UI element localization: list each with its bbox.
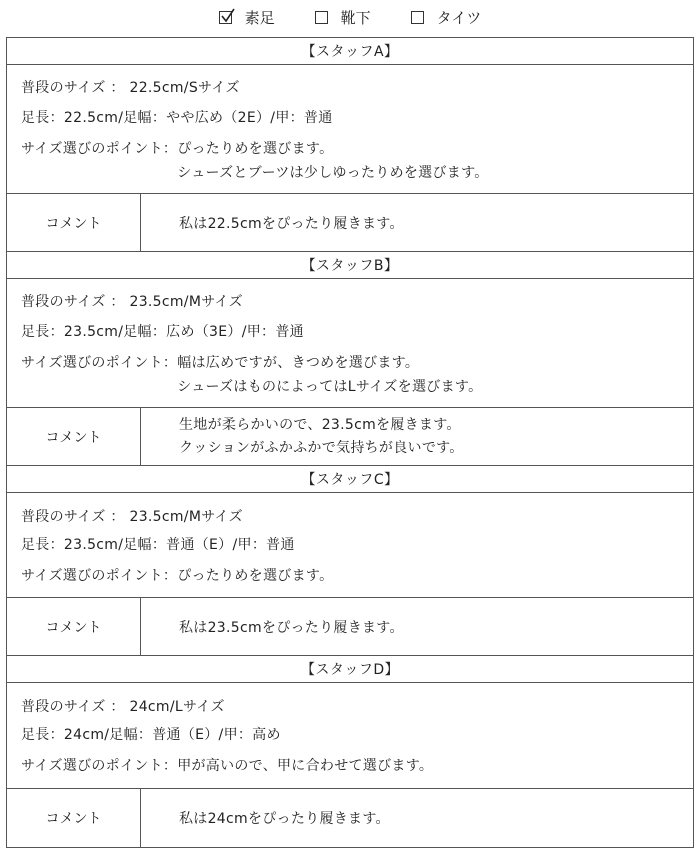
point-line: サイズ選びのポイント： 幅は広めですが、きつめを選びます。 シューズはものによってはLサイズを選びます。	[21, 355, 483, 395]
comment-row	[7, 789, 693, 847]
checkbox-checked[interactable]	[219, 11, 232, 24]
checkmark-icon	[219, 7, 237, 25]
option-bare-feet[interactable]	[219, 7, 275, 28]
option-label: 素足	[244, 8, 275, 27]
usual-size-line: 普段のサイズ ： 24cm/Lサイズ	[21, 699, 225, 715]
section-title: 【スタッフB】	[7, 252, 693, 279]
comment-label: コメント	[7, 598, 141, 655]
measurements-line: 足長：23.5cm/足幅：普通（E）/甲：普通	[21, 537, 295, 553]
staff-size-table	[6, 37, 694, 848]
option-label: タイツ	[436, 8, 482, 27]
checkbox-unchecked[interactable]	[411, 11, 424, 24]
staff-info	[7, 493, 693, 598]
staff-info	[7, 279, 693, 408]
footwear-options	[0, 0, 700, 34]
comment-label: コメント	[7, 194, 141, 251]
comment-label: コメント	[7, 789, 141, 847]
option-tights[interactable]	[411, 7, 482, 28]
comment-text: 生地が柔らかいので、23.5cmを履きます。 クッションがふかふかで気持ちが良いです。	[179, 416, 464, 456]
staff-info	[7, 65, 693, 194]
option-socks[interactable]	[315, 7, 371, 28]
comment-row	[7, 598, 693, 656]
measurements-line: 足長：23.5cm/足幅：広め（3E）/甲：普通	[21, 324, 304, 340]
option-label: 靴下	[340, 8, 371, 27]
point-line: サイズ選びのポイント： ぴったりめを選びます。 シューズとブーツは少しゆったりめを選びます。	[21, 141, 489, 181]
section-title: 【スタッフD】	[7, 656, 693, 683]
measurements-line: 足長：24cm/足幅：普通（E）/甲：高め	[21, 727, 281, 743]
comment-row	[7, 194, 693, 252]
comment-text: 私は23.5cmをぴったり履きます。	[179, 619, 404, 636]
section-title: 【スタッフC】	[7, 466, 693, 493]
usual-size-line: 普段のサイズ ： 23.5cm/Mサイズ	[21, 294, 243, 310]
section-title: 【スタッフA】	[7, 38, 693, 65]
comment-text: 私は22.5cmをぴったり履きます。	[179, 215, 404, 232]
usual-size-line: 普段のサイズ ： 23.5cm/Mサイズ	[21, 509, 243, 525]
comment-label: コメント	[7, 408, 141, 465]
checkbox-unchecked[interactable]	[315, 11, 328, 24]
comment-row	[7, 408, 693, 466]
staff-info	[7, 683, 693, 789]
point-line: サイズ選びのポイント： 甲が高いので、甲に合わせて選びます。	[21, 758, 434, 774]
measurements-line: 足長：22.5cm/足幅：やや広め（2E）/甲：普通	[21, 110, 333, 126]
point-line: サイズ選びのポイント： ぴったりめを選びます。	[21, 568, 334, 584]
usual-size-line: 普段のサイズ ： 22.5cm/Sサイズ	[21, 80, 240, 96]
comment-text: 私は24cmをぴったり履きます。	[179, 811, 390, 827]
